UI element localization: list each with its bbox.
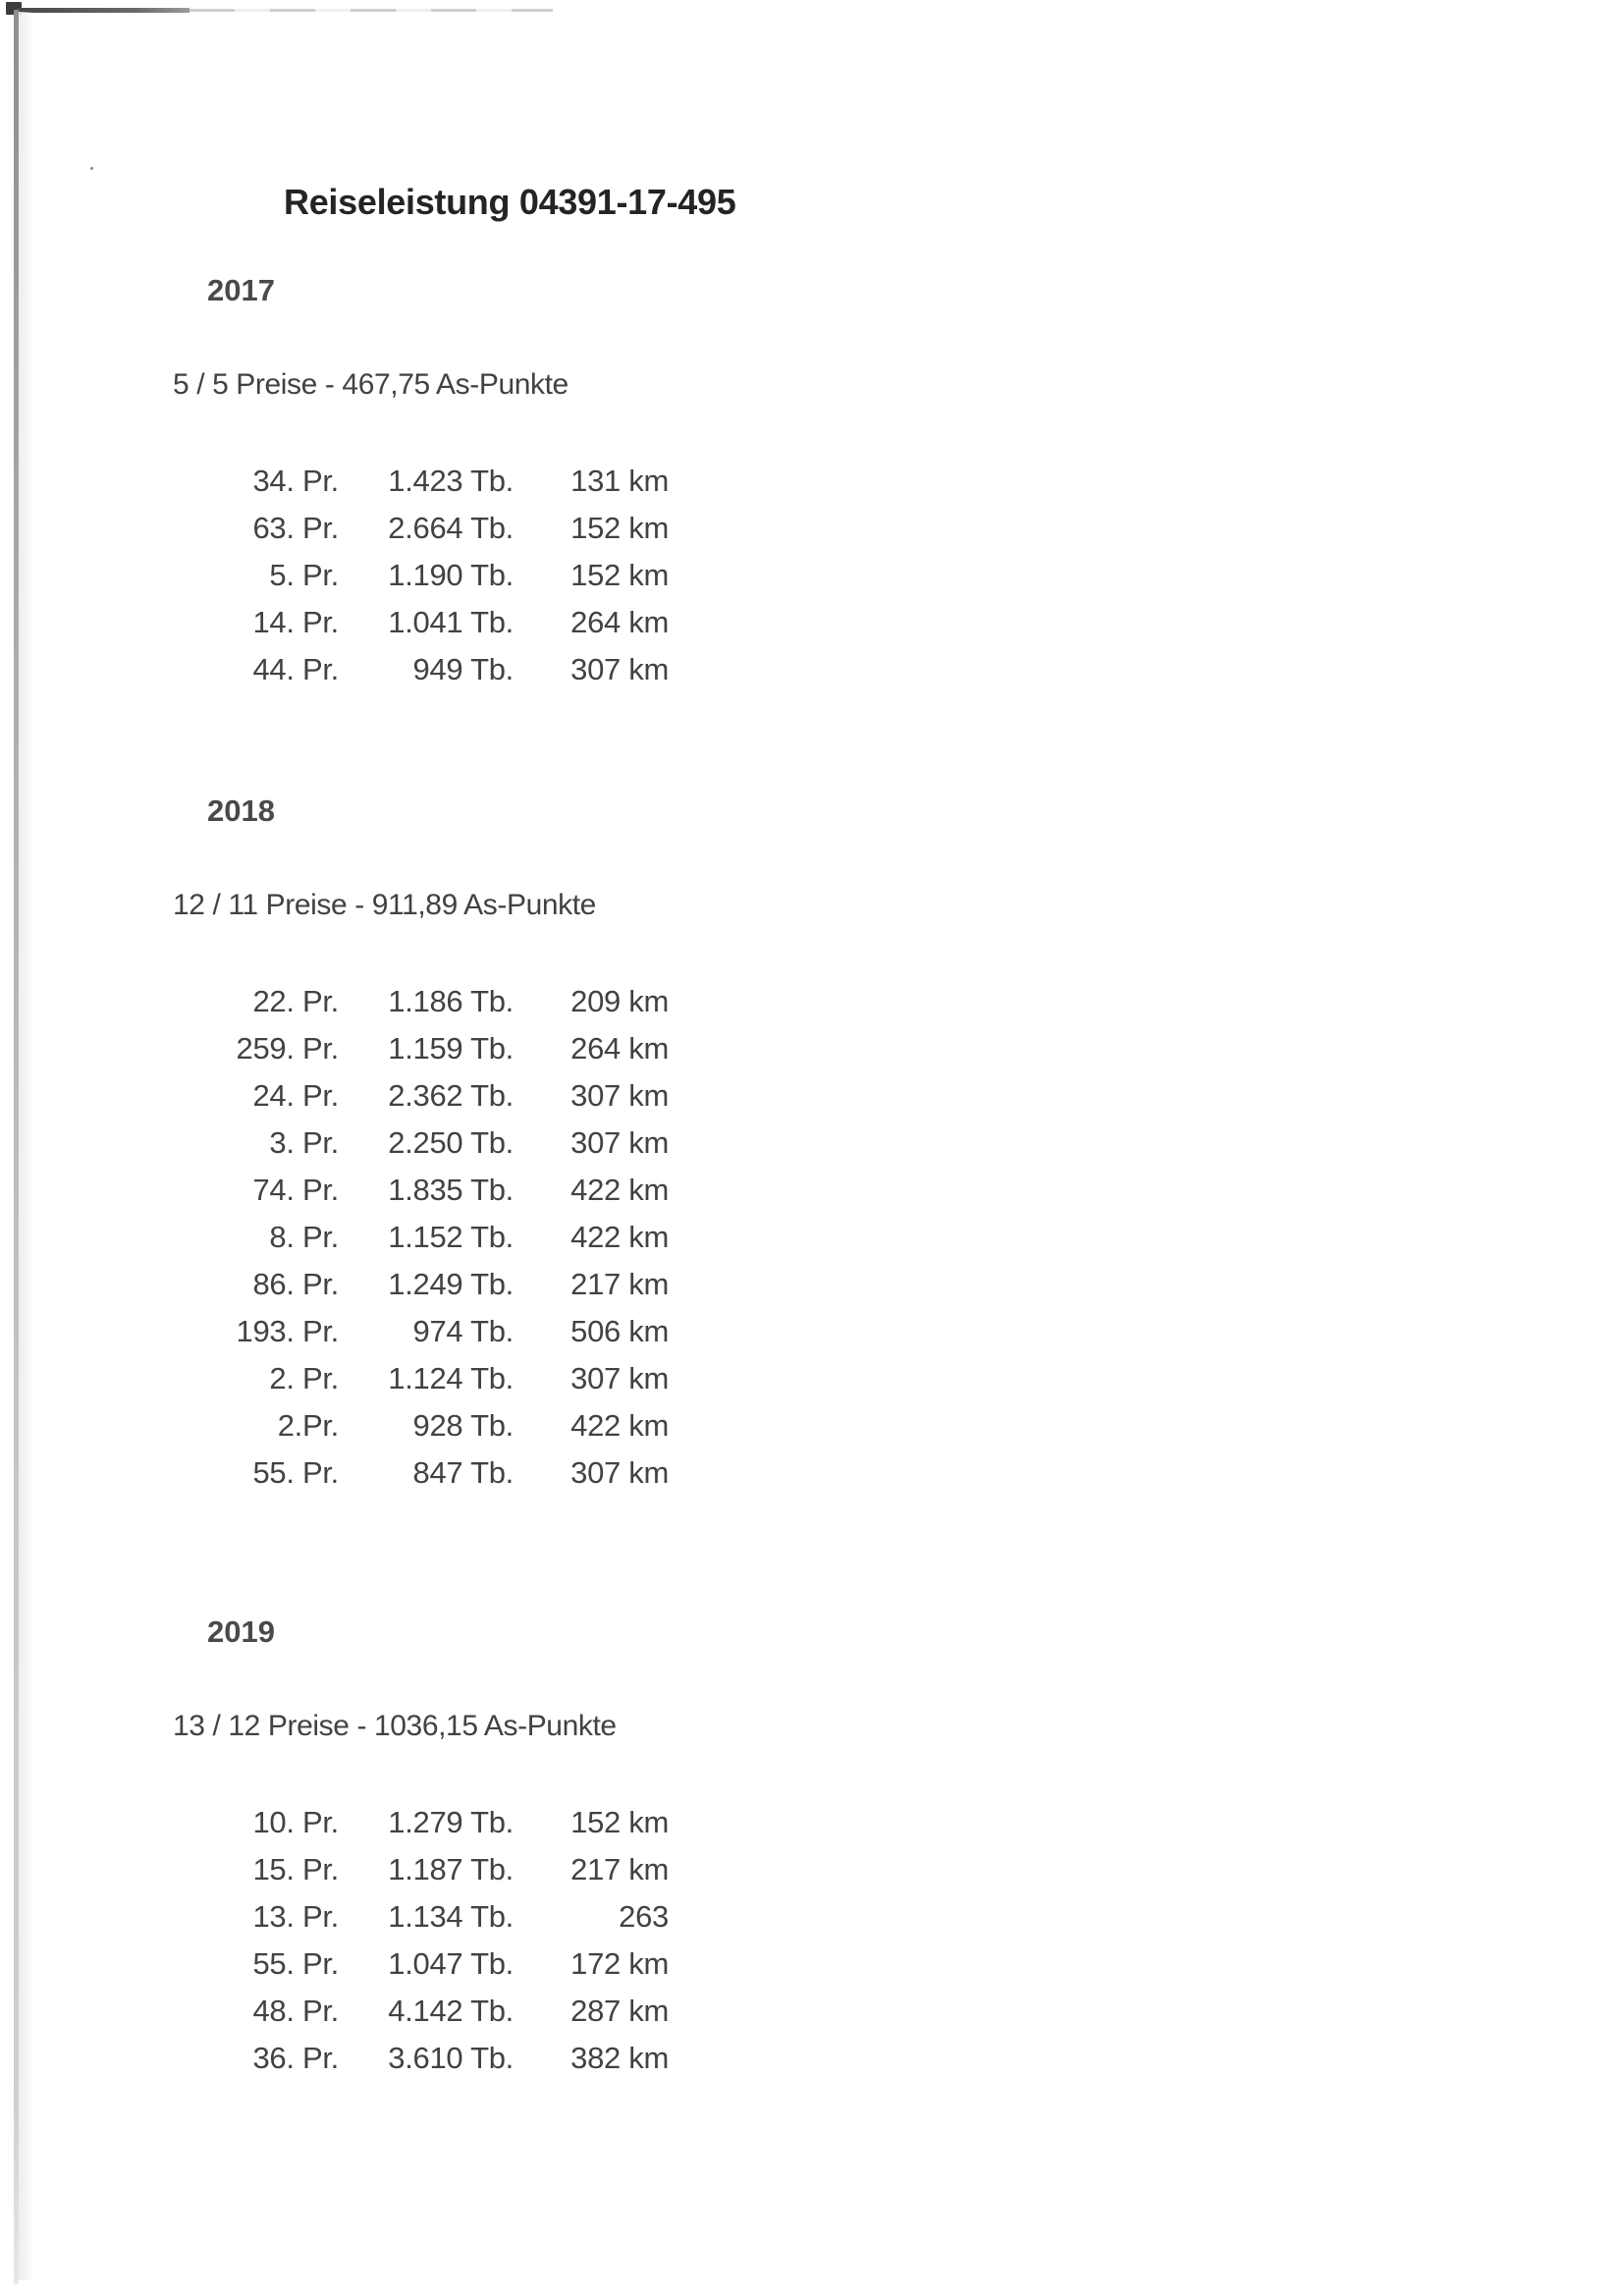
km-distance-cell: 131 km — [570, 464, 669, 498]
tb-value-cell: 1.190 Tb. — [388, 558, 514, 592]
prize-rank-cell: 193. Pr. — [236, 1314, 339, 1348]
tb-value-cell: 2.664 Tb. — [388, 511, 514, 545]
prize-rank-cell: 8. Pr. — [269, 1220, 339, 1254]
km-distance-cell: 152 km — [570, 1805, 669, 1839]
tb-value-cell: 4.142 Tb. — [388, 1994, 514, 2028]
tb-value-cell: 974 Tb. — [412, 1314, 514, 1348]
tb-value-cell: 1.041 Tb. — [388, 605, 514, 639]
table-row — [218, 1893, 669, 1941]
tb-value-cell: 928 Tb. — [412, 1408, 514, 1443]
section-summary: 13 / 12 Preise - 1036,15 As-Punkte — [173, 1710, 617, 1742]
km-distance-cell: 307 km — [570, 1361, 669, 1395]
table-row — [218, 1799, 669, 1846]
tb-value-cell: 1.159 Tb. — [388, 1031, 514, 1066]
prize-rank-cell: 15. Pr. — [252, 1852, 339, 1886]
table-row — [218, 552, 669, 599]
tb-value-cell: 2.362 Tb. — [388, 1078, 514, 1113]
km-distance-cell: 152 km — [570, 511, 669, 545]
table-row — [218, 1355, 669, 1402]
tb-value-cell: 1.835 Tb. — [388, 1173, 514, 1207]
scan-artifact-speck — [90, 167, 93, 170]
prize-rank-cell: 24. Pr. — [252, 1078, 339, 1113]
table-row — [218, 1449, 669, 1497]
sections-container — [0, 271, 1624, 2082]
year-section-2019 — [0, 1613, 1624, 2082]
prize-rank-cell: 2.Pr. — [277, 1408, 339, 1443]
km-distance-cell: 264 km — [570, 1031, 669, 1066]
scan-artifact-left-edge-shadow — [19, 12, 34, 2280]
scan-artifact-top-edge-line — [18, 8, 189, 13]
table-row — [218, 1308, 669, 1355]
year-section-2017 — [0, 271, 1624, 693]
prize-rank-cell: 259. Pr. — [236, 1031, 339, 1066]
prize-rank-cell: 55. Pr. — [252, 1946, 339, 1981]
scan-artifact-top-edge-line-faint — [189, 9, 553, 12]
prize-rank-cell: 34. Pr. — [252, 464, 339, 498]
tb-value-cell: 949 Tb. — [412, 652, 514, 686]
tb-value-cell: 3.610 Tb. — [388, 2041, 514, 2075]
table-row — [218, 2035, 669, 2082]
prize-rank-cell: 86. Pr. — [252, 1267, 339, 1301]
table-row — [218, 1214, 669, 1261]
tb-value-cell: 2.250 Tb. — [388, 1125, 514, 1160]
tb-value-cell: 847 Tb. — [412, 1455, 514, 1490]
tb-value-cell: 1.187 Tb. — [388, 1852, 514, 1886]
table-row — [218, 599, 669, 646]
km-distance-cell: 172 km — [570, 1946, 669, 1981]
results-table — [218, 1799, 669, 2082]
km-distance-cell: 382 km — [570, 2041, 669, 2075]
section-summary: 12 / 11 Preise - 911,89 As-Punkte — [173, 889, 596, 921]
km-distance-cell: 264 km — [570, 605, 669, 639]
km-distance-cell: 422 km — [570, 1220, 669, 1254]
table-row — [218, 458, 669, 505]
table-row — [218, 646, 669, 693]
prize-rank-cell: 3. Pr. — [269, 1125, 339, 1160]
km-distance-cell: 152 km — [570, 558, 669, 592]
prize-rank-cell: 55. Pr. — [252, 1455, 339, 1490]
km-distance-cell: 263 — [619, 1899, 669, 1934]
tb-value-cell: 1.134 Tb. — [388, 1899, 514, 1934]
results-table — [218, 458, 669, 693]
prize-rank-cell: 48. Pr. — [252, 1994, 339, 2028]
table-row — [218, 1025, 669, 1072]
tb-value-cell: 1.047 Tb. — [388, 1946, 514, 1981]
table-row — [218, 1402, 669, 1449]
prize-rank-cell: 74. Pr. — [252, 1173, 339, 1207]
section-summary: 5 / 5 Preise - 467,75 As-Punkte — [173, 368, 568, 401]
year-heading: 2019 — [207, 1614, 275, 1649]
km-distance-cell: 287 km — [570, 1994, 669, 2028]
table-row — [218, 1120, 669, 1167]
prize-rank-cell: 2. Pr. — [269, 1361, 339, 1395]
km-distance-cell: 422 km — [570, 1408, 669, 1443]
prize-rank-cell: 22. Pr. — [252, 984, 339, 1018]
km-distance-cell: 217 km — [570, 1267, 669, 1301]
tb-value-cell: 1.152 Tb. — [388, 1220, 514, 1254]
table-row — [218, 1167, 669, 1214]
tb-value-cell: 1.124 Tb. — [388, 1361, 514, 1395]
tb-value-cell: 1.186 Tb. — [388, 984, 514, 1018]
page-title: Reiseleistung 04391-17-495 — [284, 182, 736, 222]
km-distance-cell: 307 km — [570, 1078, 669, 1113]
km-distance-cell: 217 km — [570, 1852, 669, 1886]
km-distance-cell: 307 km — [570, 1125, 669, 1160]
prize-rank-cell: 63. Pr. — [252, 511, 339, 545]
km-distance-cell: 307 km — [570, 652, 669, 686]
prize-rank-cell: 5. Pr. — [269, 558, 339, 592]
table-row — [218, 1941, 669, 1988]
km-distance-cell: 209 km — [570, 984, 669, 1018]
tb-value-cell: 1.423 Tb. — [388, 464, 514, 498]
year-heading: 2017 — [207, 273, 275, 307]
table-row — [218, 978, 669, 1025]
tb-value-cell: 1.249 Tb. — [388, 1267, 514, 1301]
prize-rank-cell: 14. Pr. — [252, 605, 339, 639]
year-heading: 2018 — [207, 793, 275, 828]
table-row — [218, 1072, 669, 1120]
prize-rank-cell: 10. Pr. — [252, 1805, 339, 1839]
tb-value-cell: 1.279 Tb. — [388, 1805, 514, 1839]
table-row — [218, 505, 669, 552]
prize-rank-cell: 13. Pr. — [252, 1899, 339, 1934]
table-row — [218, 1846, 669, 1893]
year-section-2018 — [0, 792, 1624, 1497]
table-row — [218, 1988, 669, 2035]
table-row — [218, 1261, 669, 1308]
km-distance-cell: 307 km — [570, 1455, 669, 1490]
prize-rank-cell: 44. Pr. — [252, 652, 339, 686]
km-distance-cell: 422 km — [570, 1173, 669, 1207]
km-distance-cell: 506 km — [570, 1314, 669, 1348]
results-table — [218, 978, 669, 1497]
prize-rank-cell: 36. Pr. — [252, 2041, 339, 2075]
